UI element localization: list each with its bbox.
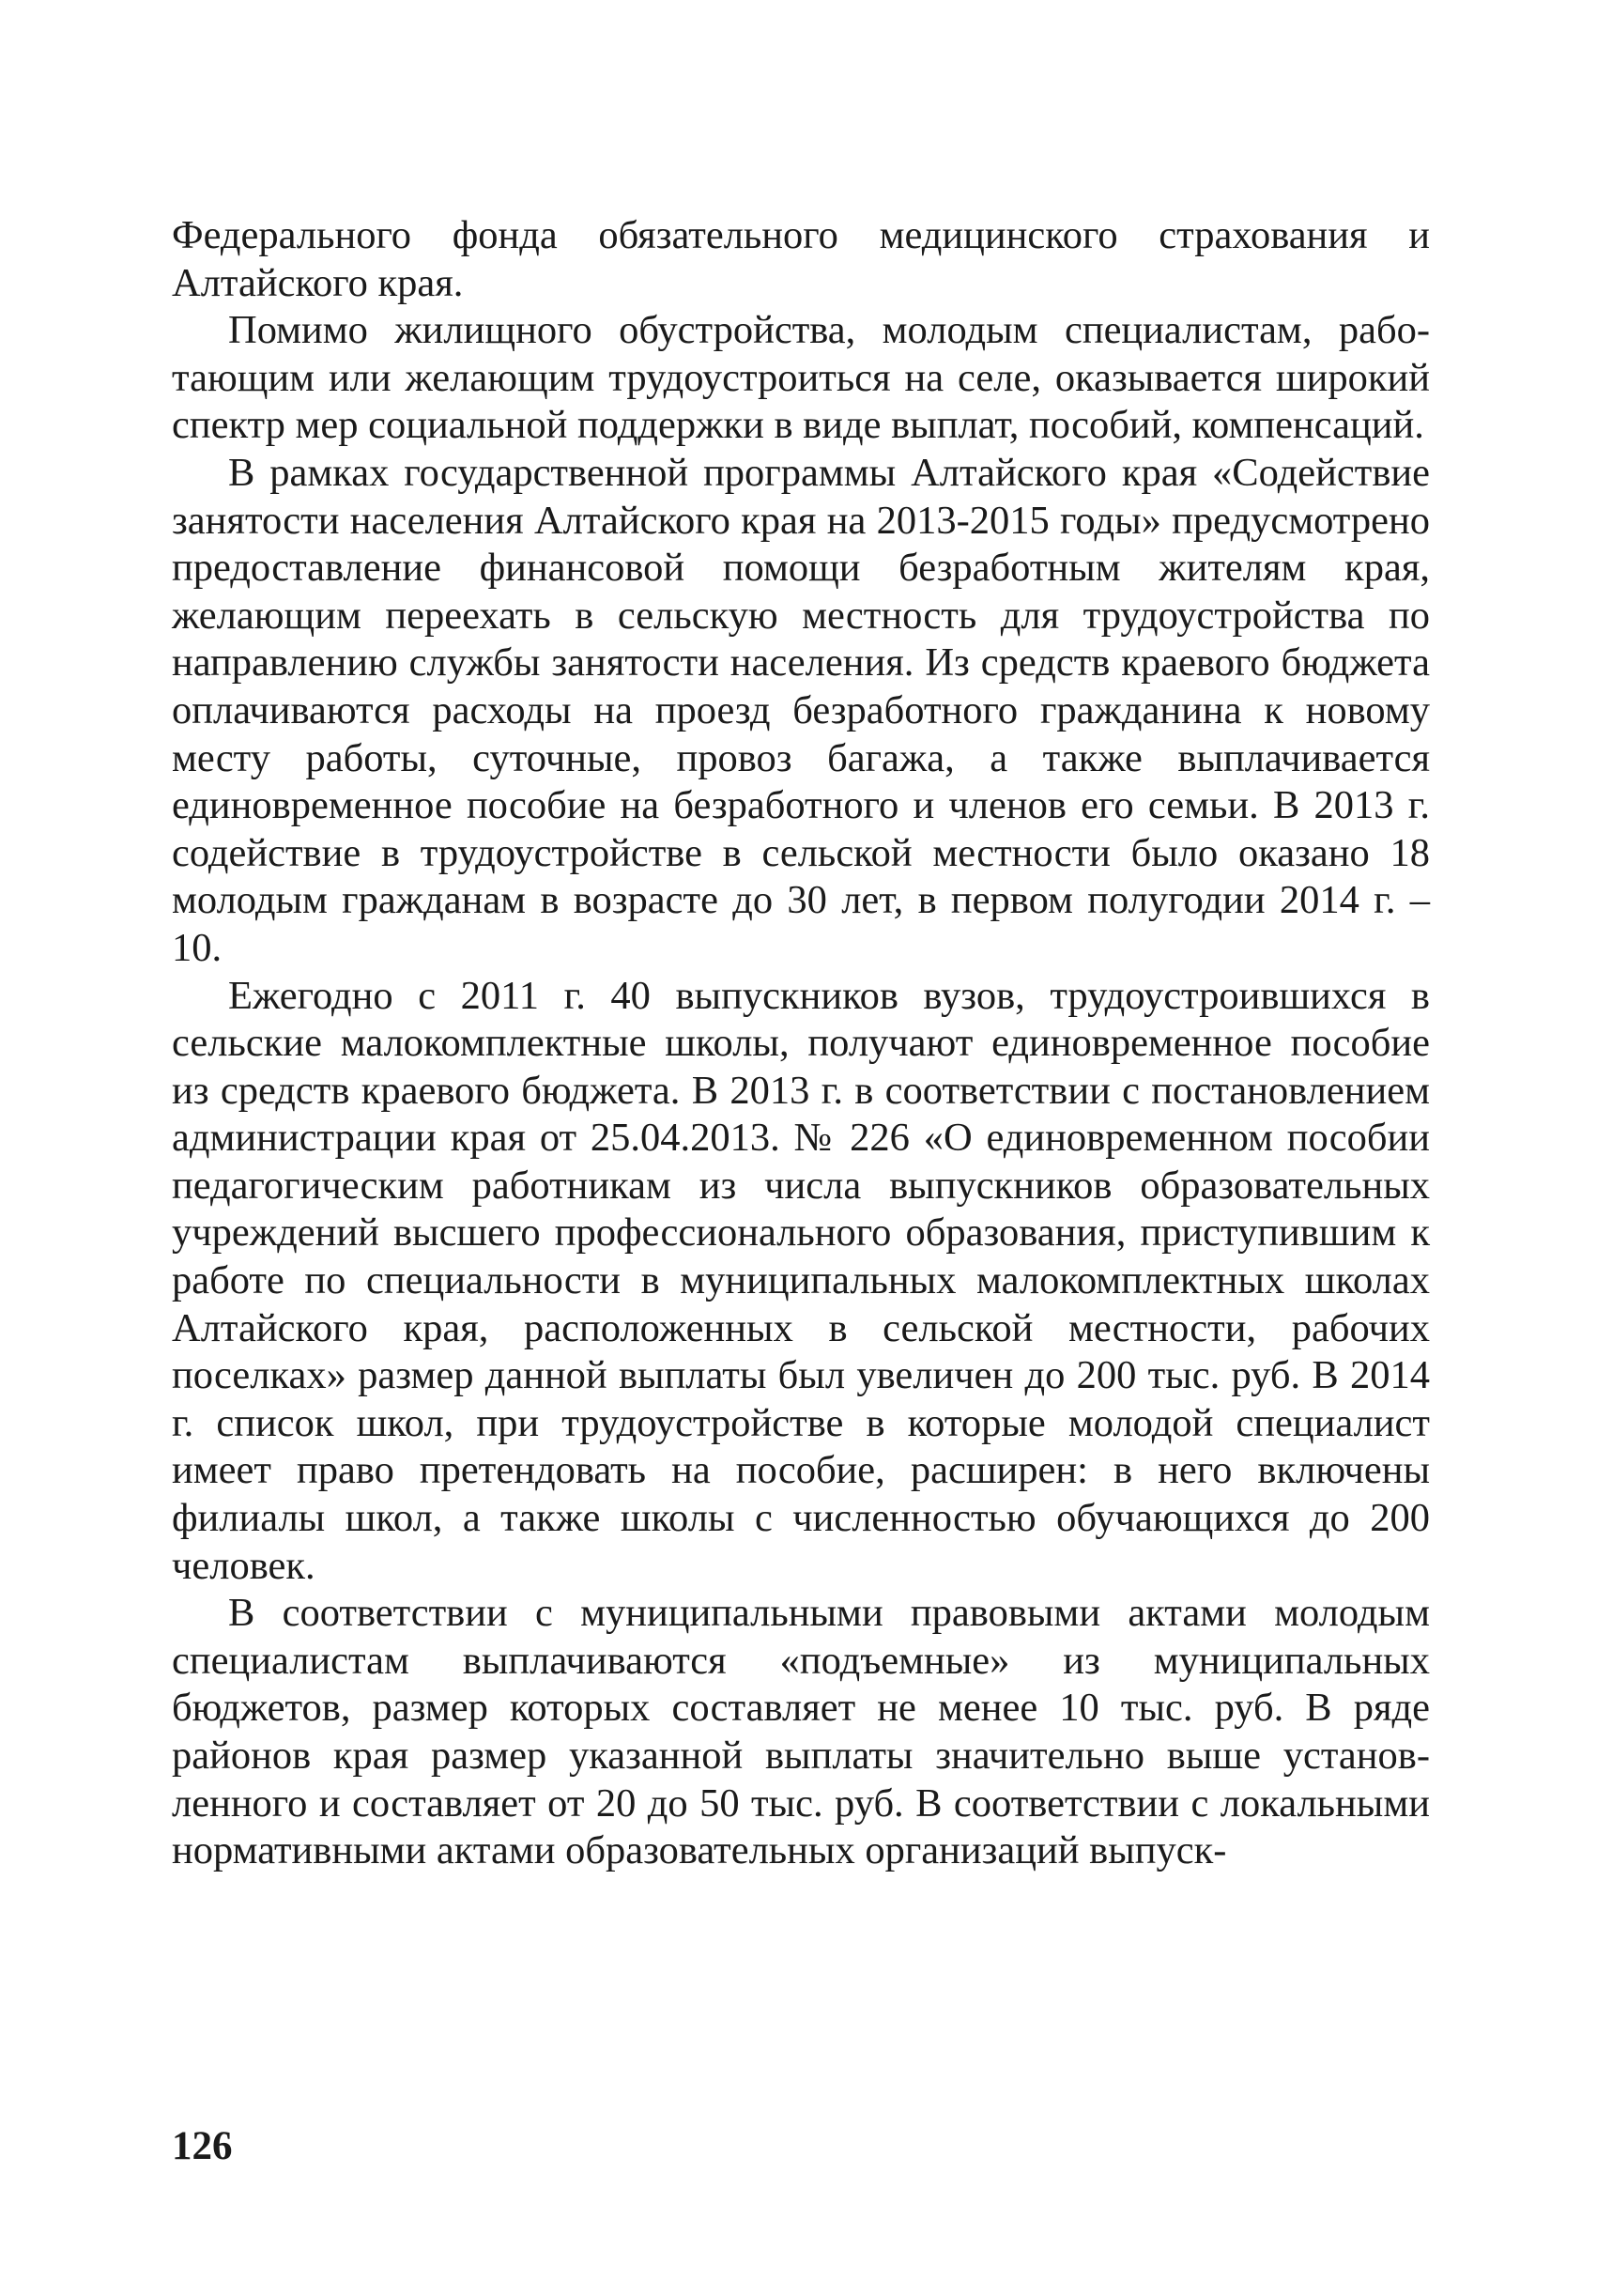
paragraph-employment-program: В рамках государственной программы Алтайского края «Содействие занятости населения Алтайского края на 2013-2015 годы» предусмотрено предоставление финансовой помощи безработным жителям края, желающим переехать в сельскую местность для трудоустройства по направлению службы занятости населения. Из средств краевого бюджета оплачиваются расходы на проезд безработного гражданина к новому месту работы, суточные, провоз багажа, а также выплачивается единовременное пособие на безработного и членов его семьи. В 2013 г. содействие в трудоустройстве в сельской местности было оказано 18 молодым гражданам в возрасте до 30 лет, в первом полугодии 2014 г. – 10. (172, 450, 1430, 970)
paragraph-municipal-payments: В соответствии с муниципальными правовыми актами молодым специалистам выплачиваются «подъемные» из муниципальных бюджетов, размер которых составляет не менее 10 тыс. руб. В ряде районов края размер указанной выплаты значительно выше установленного и составляет от 20 до 50 тыс. руб. В соответствии с локальными нормативными актами образовательных организаций выпуск- (172, 1591, 1430, 1873)
paragraph-continuation: Федерального фонда обязательного медицинского страхования и Алтайского края. (172, 213, 1430, 305)
paragraph-graduate-allowance: Ежегодно с 2011 г. 40 выпускников вузов, трудоустроившихся в сельские малокомплектные школы, получают единовременное пособие из средств краевого бюджета. В 2013 г. в соответствии с постановлением администрации края от 25.04.2013. № 226 «О единовременном пособии педагогическим работникам из числа выпускников образовательных учреждений высшего профессионального образования, приступившим к работе по специальности в муниципальных малокомплектных школах Алтайского края, расположенных в сельской местности, рабочих поселках» размер данной выплаты был увеличен до 200 тыс. руб. В 2014 г. список школ, при трудоустройстве в которые молодой специалист имеет право претендовать на пособие, расширен: в него включены филиалы школ, а также школы с численностью обучающихся до 200 человек. (172, 973, 1430, 1588)
page-number: 126 (172, 2124, 233, 2168)
body-text (172, 212, 1430, 1875)
paragraph-social-support: Помимо жилищного обустройства, молодым специалистам, работающим или желающим трудоустроиться на селе, оказывается широкий спектр мер социальной поддержки в виде выплат, пособий, компенсаций. (172, 308, 1430, 448)
